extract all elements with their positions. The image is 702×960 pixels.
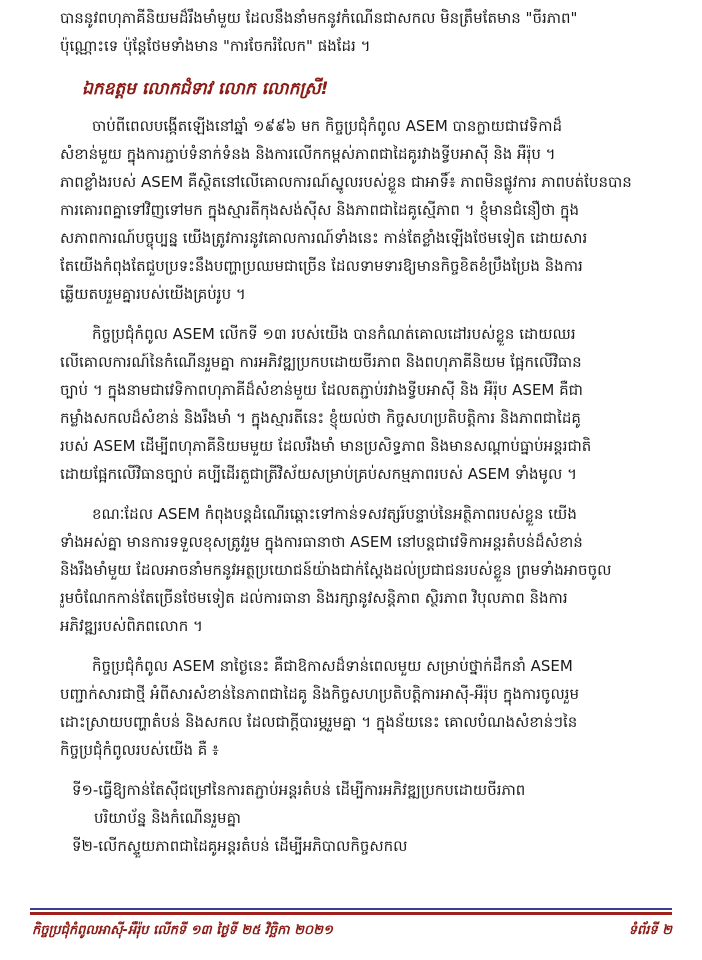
text-line: ទាំងអស់គ្នា មានការទទួលខុសត្រូវរួម ក្នុងការធានាថា ASEM នៅបន្តជាវេទិកាអន្តរតំបន់ដ៏សំខាន់: [60, 533, 583, 551]
text-line: រួមចំណែកកាន់តែច្រើនថែមទៀត ដល់ការធានា និងរក្សានូវសន្តិភាព ស្ថិរភាព វិបុលភាព និងការ: [60, 589, 568, 607]
page-footer: [32, 918, 672, 948]
text-line: ដោះស្រាយបញ្ហាតំបន់ និងសកល ដែលជាក្តីបារម្ភរួមគ្នា ។ ក្នុងន័យនេះ គោលបំណងសំខាន់ៗនៃ: [60, 713, 578, 731]
salutation-heading: ឯកឧត្តម លោកជំទាវ លោក លោកស្រី!: [82, 79, 329, 99]
text-line: ចាប់ពីពេលបង្កើតឡើងនៅឆ្នាំ ១៩៩៦ មក កិច្ចប្រជុំកំពូល ASEM បានក្លាយជាវេទិកាដ៏: [92, 117, 563, 135]
text-line: តែយើងកំពុងតែជួបប្រទះនឹងបញ្ហាប្រឈមជាច្រើន ដែលទាមទារឱ្យមានកិច្ចខិតខំប្រឹងប្រែង និងការ: [60, 257, 583, 275]
text-line: លើគោលការណ៍នៃកំណើនរួមគ្នា ការអភិវឌ្ឍប្រកបដោយចីរភាព និងពហុភាគីនិយម ផ្អែកលើវិធាន: [60, 353, 582, 371]
document-body: [60, 4, 664, 860]
text-line: របស់ ASEM ដើម្បីពហុភាគីនិយមមួយ ដែលរឹងមាំ មានប្រសិទ្ធភាព និងមានសណ្តាប់ធ្នាប់អន្តរជាតិ: [60, 437, 592, 455]
paragraph-4: [60, 652, 664, 764]
page-number: ទំព័រទី ២: [628, 923, 672, 938]
text-line: ខណៈដែល ASEM កំពុងបន្តដំណើរឆ្ពោះទៅកាន់ទសវត្សរ៍បន្ទាប់នៃអត្ថិភាពរបស់ខ្លួន យើង: [92, 505, 577, 523]
text-line: សំខាន់មួយ ក្នុងការភ្ជាប់ទំនាក់ទំនង និងការលើកកម្ពស់ភាពជាដៃគូរវាងទ្វីបអាស៊ី និង អឺរ៉ុប ។: [60, 145, 556, 163]
text-line: សភាពការណ៍បច្ចុប្បន្ន យើងត្រូវការនូវគោលការណ៍ទាំងនេះ កាន់តែខ្លាំងឡើងថែមទៀត ដោយសារ: [60, 229, 588, 247]
text-line: ប៉ុណ្ណោះទេ ប៉ុន្តែថែមទាំងមាន "ការចែករំលែក" ផងដែរ ។: [60, 37, 371, 55]
paragraph-3: [60, 500, 664, 640]
footer-divider-top: [30, 908, 672, 910]
text-line: បាននូវពហុភាគីនិយមដ៏រឹងមាំមួយ ដែលនឹងនាំមកនូវកំណើនជាសកល មិនត្រឹមតែមាន "ចីរភាព": [60, 9, 578, 27]
text-line: ឆ្លើយតបរួមគ្នារបស់យើងគ្រប់រូប ។: [60, 285, 246, 303]
list-item: ទី១-ធ្វើឱ្យកាន់តែស៊ីជម្រៅនៃការតភ្ជាប់អន្តរតំបន់ ដើម្បីការអភិវឌ្ឍប្រកបដោយចីរភាព: [72, 781, 526, 799]
text-line: កិច្ចប្រជុំកំពូលរបស់យើង គឺ ៖: [60, 741, 219, 759]
text-line: ច្បាប់ ។ ក្នុងនាមជាវេទិកាពហុភាគីដ៏សំខាន់មួយ ដែលតភ្ជាប់រវាងទ្វីបអាស៊ី និង អឺរ៉ុប ASEM គឺជា: [60, 381, 583, 399]
text-line: បញ្ជាក់សារជាថ្មី អំពីសារសំខាន់នៃភាពជាដៃគូ និងកិច្ចសហប្រតិបត្តិការអាស៊ី-អឺរ៉ុប ក្នុងការចូលរួម: [60, 685, 580, 703]
text-line: កិច្ចប្រជុំកំពូល ASEM នាថ្ងៃនេះ គឺជាឱកាសដ៏ទាន់ពេលមួយ សម្រាប់ថ្នាក់ដឹកនាំ ASEM: [92, 657, 573, 675]
list-item-continuation: បរិយាប័ន្ន និងកំណើនរួមគ្នា: [94, 809, 241, 827]
text-line: ការគោរពគ្នាទៅវិញទៅមក ក្នុងស្មារតីកុងសង់ស៊ីស និងភាពជាដៃគូស្មើភាព ។ ខ្ញុំមានជំនឿថា ក្នុង: [60, 201, 580, 219]
text-line: កិច្ចប្រជុំកំពូល ASEM លើកទី ១៣ របស់យើង បានកំណត់គោលដៅរបស់ខ្លួន ដោយឈរ: [92, 325, 576, 343]
text-line: កម្លាំងសកលដ៏សំខាន់ និងរឹងមាំ ។ ក្នុងស្មារតីនេះ ខ្ញុំយល់ថា កិច្ចសហប្រតិបត្តិការ និងភាពជាដៃគូ: [60, 409, 581, 427]
text-line: ភាពខ្លាំងរបស់ ASEM គឺស្ថិតនៅលើគោលការណ៍ស្នូលរបស់ខ្លួន ជាអាទិ៍៖ ភាពមិនផ្លូវការ ភាពបត់បែនបាន: [60, 173, 632, 191]
list-item: ទី២-លើកស្ទួយភាពជាដៃគូអន្តរតំបន់ ដើម្បីអភិបាលកិច្ចសកល: [72, 837, 408, 855]
paragraph-2: [60, 320, 664, 488]
text-line: និងរឹងមាំមួយ ដែលអាចនាំមកនូវអត្ថប្រយោជន៍យ៉ាងជាក់ស្តែងដល់ប្រជាជនរបស់ខ្លួន ព្រមទាំងអាចចូល: [60, 561, 612, 579]
paragraph-1: [60, 112, 664, 308]
text-line: អភិវឌ្ឍរបស់ពិភពលោក ។: [60, 617, 203, 635]
intro-paragraph: [60, 4, 664, 60]
objectives-list: [60, 776, 664, 860]
text-line: ដោយផ្អែកលើវិធានច្បាប់ គប្បីដើរតួជាត្រីវិស័យសម្រាប់គ្រប់សកម្មភាពរបស់ ASEM ទាំងមូល ។: [60, 465, 577, 483]
footer-divider-bottom: [30, 912, 672, 915]
footer-event-title: កិច្ចប្រជុំកំពូលអាស៊ី-អឺរ៉ុប លើកទី ១៣ ថ្ងៃទី ២៥ វិច្ឆិកា ២០២១: [32, 923, 333, 938]
